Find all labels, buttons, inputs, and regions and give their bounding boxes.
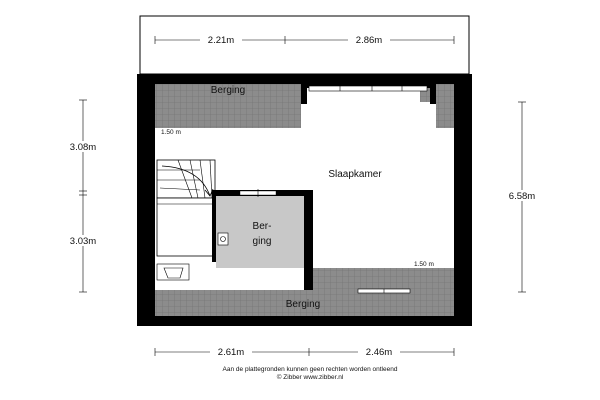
- dim-top-right: 2.86m: [355, 35, 383, 46]
- washbasin-icon: [157, 264, 189, 280]
- footer-disclaimer: Aan de plattegronden kunnen geen rechten worden ontleend: [222, 366, 398, 373]
- room-label-berging-top: Berging: [210, 85, 246, 96]
- height-note-bottom-right: 1.50 m: [414, 261, 434, 268]
- stair-landing: [157, 190, 216, 262]
- dim-right-total: 6.58m: [508, 191, 536, 202]
- room-label-slaapkamer: Slaapkamer: [328, 169, 382, 180]
- dim-top-left: 2.21m: [207, 35, 235, 46]
- height-note-top-left: 1.50 m: [161, 129, 181, 136]
- roof-outline: [140, 16, 469, 74]
- dormer-window: [309, 86, 427, 91]
- dimension-bottom: [155, 348, 454, 356]
- room-label-berging-middle-2: ging: [252, 236, 272, 247]
- bottom-window: [358, 289, 410, 293]
- dim-left-upper: 3.08m: [69, 142, 97, 153]
- footer-copyright: © Zibber www.zibber.nl: [276, 374, 344, 381]
- room-label-berging-middle-1: Ber-: [252, 221, 272, 232]
- dim-bottom-left: 2.61m: [217, 347, 245, 358]
- dim-left-lower: 3.03m: [69, 236, 97, 247]
- dimension-top: [155, 36, 454, 44]
- boiler-icon: [218, 233, 228, 245]
- dimension-left: [79, 100, 87, 292]
- dim-bottom-right: 2.46m: [365, 347, 393, 358]
- staircase: [157, 160, 215, 198]
- room-label-berging-bottom: Berging: [285, 299, 321, 310]
